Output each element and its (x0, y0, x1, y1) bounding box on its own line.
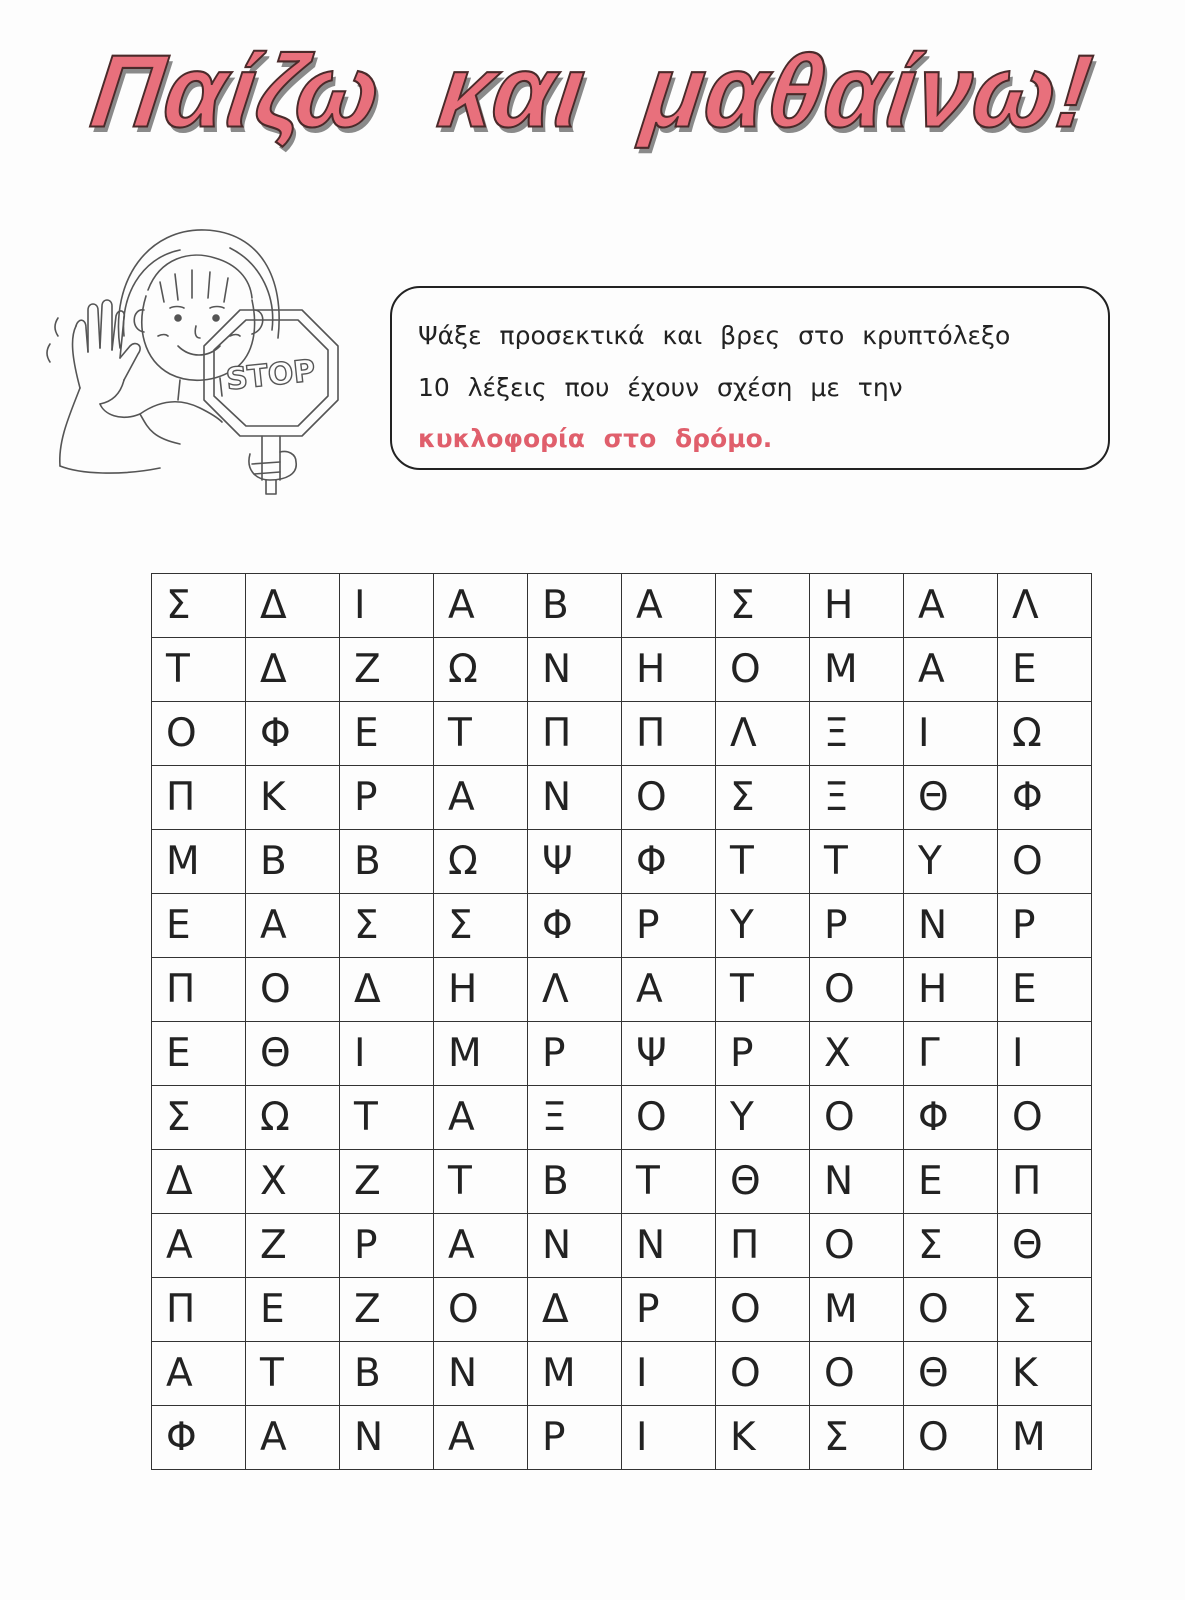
grid-cell[interactable]: Ο (904, 1278, 998, 1342)
grid-cell[interactable]: Ζ (246, 1214, 340, 1278)
grid-cell[interactable]: Ο (716, 1278, 810, 1342)
grid-cell[interactable]: Ο (152, 702, 246, 766)
grid-row (152, 1278, 1092, 1342)
grid-cell[interactable]: Θ (904, 766, 998, 830)
grid-cell[interactable]: Β (246, 830, 340, 894)
grid-cell[interactable]: Π (152, 1278, 246, 1342)
grid-cell[interactable]: Ρ (622, 894, 716, 958)
grid-cell[interactable]: Ο (622, 766, 716, 830)
grid-cell[interactable]: Η (810, 574, 904, 638)
word-search-grid-body (152, 574, 1092, 1470)
grid-cell[interactable]: Τ (434, 702, 528, 766)
page-title: Παίζω και μαθαίνω! (85, 33, 1100, 149)
grid-cell[interactable]: Σ (152, 1086, 246, 1150)
grid-cell[interactable]: Ο (810, 958, 904, 1022)
grid-cell[interactable]: Ρ (810, 894, 904, 958)
grid-cell[interactable]: Ν (528, 638, 622, 702)
grid-cell[interactable]: Ν (810, 1150, 904, 1214)
grid-cell[interactable]: Ψ (622, 1022, 716, 1086)
instruction-line-1: Ψάξε προσεκτικά και βρες στο κρυπτόλεξο (418, 321, 1011, 350)
grid-cell[interactable]: Η (904, 958, 998, 1022)
grid-cell[interactable]: Ν (528, 766, 622, 830)
grid-cell[interactable]: Ε (152, 894, 246, 958)
grid-cell[interactable]: Χ (810, 1022, 904, 1086)
grid-cell[interactable]: Σ (716, 766, 810, 830)
grid-cell[interactable]: Υ (716, 1086, 810, 1150)
grid-cell[interactable]: Υ (716, 894, 810, 958)
grid-cell[interactable]: Α (152, 1214, 246, 1278)
grid-cell[interactable]: Μ (528, 1342, 622, 1406)
grid-cell[interactable]: Α (622, 958, 716, 1022)
grid-cell[interactable]: Ζ (340, 1278, 434, 1342)
grid-cell[interactable]: Ε (152, 1022, 246, 1086)
grid-cell[interactable]: Α (246, 894, 340, 958)
grid-cell[interactable]: Π (622, 702, 716, 766)
grid-row (152, 702, 1092, 766)
grid-cell[interactable]: Β (528, 574, 622, 638)
grid-cell[interactable]: Α (904, 574, 998, 638)
grid-cell[interactable]: Α (434, 1214, 528, 1278)
grid-cell[interactable]: Π (152, 958, 246, 1022)
grid-cell[interactable]: Δ (246, 574, 340, 638)
grid-cell[interactable]: Α (434, 1406, 528, 1470)
grid-cell[interactable]: Ψ (528, 830, 622, 894)
grid-cell[interactable]: Φ (904, 1086, 998, 1150)
girl-stop-sign-illustration (40, 218, 360, 518)
grid-cell[interactable]: Θ (716, 1150, 810, 1214)
title-container (0, 33, 1185, 149)
grid-cell[interactable]: Δ (246, 638, 340, 702)
grid-cell[interactable]: Α (152, 1342, 246, 1406)
grid-cell[interactable]: Τ (716, 830, 810, 894)
grid-cell[interactable]: Μ (152, 830, 246, 894)
grid-cell[interactable]: Ρ (528, 1022, 622, 1086)
grid-cell[interactable]: Ω (246, 1086, 340, 1150)
grid-row (152, 958, 1092, 1022)
grid-cell[interactable]: Ο (246, 958, 340, 1022)
grid-row (152, 830, 1092, 894)
grid-cell[interactable]: Ι (340, 574, 434, 638)
grid-cell[interactable]: Τ (246, 1342, 340, 1406)
grid-cell[interactable]: Μ (810, 1278, 904, 1342)
grid-cell[interactable]: Υ (904, 830, 998, 894)
grid-cell[interactable]: Π (716, 1214, 810, 1278)
grid-cell[interactable]: Σ (340, 894, 434, 958)
grid-cell[interactable]: Λ (528, 958, 622, 1022)
grid-cell[interactable]: Α (246, 1406, 340, 1470)
grid-cell[interactable]: Ι (622, 1342, 716, 1406)
grid-cell[interactable]: Ν (434, 1342, 528, 1406)
grid-row (152, 1086, 1092, 1150)
grid-cell[interactable]: Ρ (528, 1406, 622, 1470)
grid-cell[interactable]: Η (622, 638, 716, 702)
grid-row (152, 1022, 1092, 1086)
grid-cell[interactable]: Σ (998, 1278, 1092, 1342)
grid-cell[interactable]: Φ (246, 702, 340, 766)
grid-row (152, 1150, 1092, 1214)
grid-cell[interactable]: Π (152, 766, 246, 830)
grid-cell[interactable]: Τ (810, 830, 904, 894)
grid-cell[interactable]: Χ (246, 1150, 340, 1214)
grid-row (152, 766, 1092, 830)
grid-cell[interactable]: Ξ (810, 702, 904, 766)
grid-cell[interactable]: Ν (340, 1406, 434, 1470)
grid-cell[interactable]: Μ (998, 1406, 1092, 1470)
grid-cell[interactable]: Τ (434, 1150, 528, 1214)
grid-cell[interactable]: Α (622, 574, 716, 638)
grid-cell[interactable]: Ο (810, 1086, 904, 1150)
grid-cell[interactable]: Ω (434, 830, 528, 894)
grid-cell[interactable]: Ρ (998, 894, 1092, 958)
grid-row (152, 1214, 1092, 1278)
grid-cell[interactable]: Θ (246, 1022, 340, 1086)
grid-cell[interactable]: Ο (904, 1406, 998, 1470)
grid-cell[interactable]: Ρ (622, 1278, 716, 1342)
grid-cell[interactable]: Ν (528, 1214, 622, 1278)
grid-cell[interactable]: Β (340, 1342, 434, 1406)
grid-cell[interactable]: Β (340, 830, 434, 894)
grid-cell[interactable]: Φ (528, 894, 622, 958)
grid-cell[interactable]: Ο (998, 830, 1092, 894)
grid-cell[interactable]: Ρ (716, 1022, 810, 1086)
grid-cell[interactable]: Δ (528, 1278, 622, 1342)
grid-cell[interactable]: Δ (340, 958, 434, 1022)
word-search-grid (151, 573, 1092, 1470)
grid-cell[interactable]: Δ (152, 1150, 246, 1214)
grid-cell[interactable]: Τ (716, 958, 810, 1022)
grid-cell[interactable]: Ι (622, 1406, 716, 1470)
grid-cell[interactable]: Π (528, 702, 622, 766)
grid-cell[interactable]: Α (434, 766, 528, 830)
grid-cell[interactable]: Τ (152, 638, 246, 702)
grid-cell[interactable]: Κ (246, 766, 340, 830)
grid-cell[interactable]: Ν (622, 1214, 716, 1278)
grid-cell[interactable]: Σ (810, 1406, 904, 1470)
grid-cell[interactable]: Μ (434, 1022, 528, 1086)
grid-cell[interactable]: Φ (622, 830, 716, 894)
grid-cell[interactable]: Ζ (340, 1150, 434, 1214)
grid-cell[interactable]: Μ (810, 638, 904, 702)
grid-cell[interactable]: Ο (810, 1214, 904, 1278)
grid-cell[interactable]: Ο (716, 638, 810, 702)
grid-row (152, 1406, 1092, 1470)
grid-cell[interactable]: Λ (716, 702, 810, 766)
grid-cell[interactable]: Ε (904, 1150, 998, 1214)
grid-cell[interactable]: Ο (810, 1342, 904, 1406)
grid-cell[interactable]: Λ (998, 574, 1092, 638)
grid-cell[interactable]: Β (528, 1150, 622, 1214)
grid-cell[interactable]: Φ (998, 766, 1092, 830)
grid-cell[interactable]: Ρ (340, 1214, 434, 1278)
instruction-line-2: 10 λέξεις που έχουν σχέση με την (418, 373, 903, 402)
grid-cell[interactable]: Ω (434, 638, 528, 702)
grid-cell[interactable]: Ζ (340, 638, 434, 702)
grid-cell[interactable]: Ο (622, 1086, 716, 1150)
grid-cell[interactable]: Α (434, 1086, 528, 1150)
grid-cell[interactable]: Σ (152, 574, 246, 638)
grid-cell[interactable]: Η (434, 958, 528, 1022)
grid-cell[interactable]: Φ (152, 1406, 246, 1470)
grid-row (152, 638, 1092, 702)
grid-cell[interactable]: Ξ (528, 1086, 622, 1150)
grid-cell[interactable]: Α (434, 574, 528, 638)
grid-cell[interactable]: Π (998, 1150, 1092, 1214)
grid-cell[interactable]: Ε (340, 702, 434, 766)
grid-cell[interactable]: Θ (998, 1214, 1092, 1278)
grid-cell[interactable]: Ρ (340, 766, 434, 830)
grid-cell[interactable]: Ε (246, 1278, 340, 1342)
grid-row (152, 574, 1092, 638)
grid-cell[interactable]: Ι (904, 702, 998, 766)
grid-cell[interactable]: Ε (998, 638, 1092, 702)
grid-cell[interactable]: Ο (716, 1342, 810, 1406)
grid-cell[interactable]: Θ (904, 1342, 998, 1406)
grid-cell[interactable]: Ω (998, 702, 1092, 766)
grid-row (152, 1342, 1092, 1406)
grid-cell[interactable]: Σ (434, 894, 528, 958)
grid-cell[interactable]: Κ (716, 1406, 810, 1470)
grid-cell[interactable]: Ι (998, 1022, 1092, 1086)
grid-cell[interactable]: Ξ (810, 766, 904, 830)
grid-cell[interactable]: Ε (998, 958, 1092, 1022)
grid-cell[interactable]: Ο (434, 1278, 528, 1342)
grid-cell[interactable]: Σ (716, 574, 810, 638)
grid-cell[interactable]: Ν (904, 894, 998, 958)
grid-cell[interactable]: Γ (904, 1022, 998, 1086)
grid-cell[interactable]: Σ (904, 1214, 998, 1278)
grid-row (152, 894, 1092, 958)
instruction-highlight: κυκλοφορία στο δρόμο. (418, 424, 773, 453)
grid-cell[interactable]: Τ (340, 1086, 434, 1150)
instruction-box (390, 286, 1110, 470)
grid-cell[interactable]: Ο (998, 1086, 1092, 1150)
grid-cell[interactable]: Τ (622, 1150, 716, 1214)
grid-cell[interactable]: Κ (998, 1342, 1092, 1406)
grid-cell[interactable]: Ι (340, 1022, 434, 1086)
grid-cell[interactable]: Α (904, 638, 998, 702)
stop-sign-text: STOP (224, 353, 318, 398)
